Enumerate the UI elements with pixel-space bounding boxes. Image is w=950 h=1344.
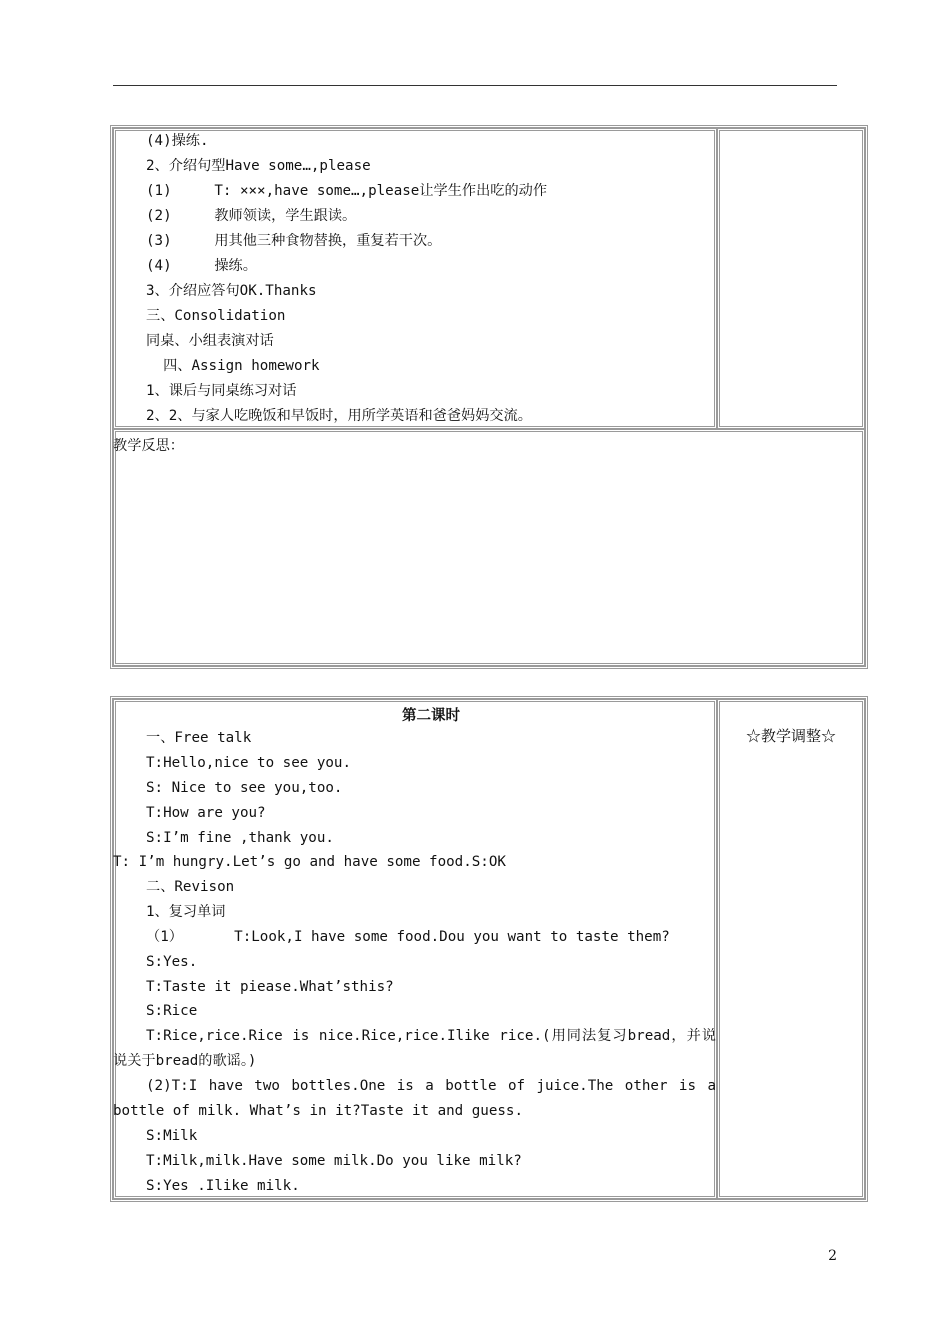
top-line: 四、Assign homework (146, 358, 320, 374)
second-content-cell (113, 699, 717, 1199)
top-line: 3、介绍应答句OK.Thanks (146, 283, 317, 299)
lesson-line: S:Yes .Ilike milk. (146, 1178, 300, 1194)
top-line: (4)操练. (146, 133, 209, 149)
lesson-line: S:I’m fine ,thank you. (146, 830, 334, 846)
lesson-line: bottle of milk. What’s in it?Taste it and guess. (113, 1103, 523, 1119)
top-line: 2、介绍句型Have some…,please (146, 158, 371, 174)
top-side-cell (717, 128, 865, 429)
top-line: 2、2、与家人吃晚饭和早饭时，用所学英语和爸爸妈妈交流。 (146, 408, 532, 424)
lesson-line: T:Hello,nice to see you. (146, 755, 351, 771)
top-line: (2) 教师领读，学生跟读。 (146, 208, 357, 224)
lesson-line: T: I’m hungry.Let’s go and have some food.S:OK (113, 854, 506, 870)
lesson-line: (2)T:I have two bottles.One is a bottle of juice.The other is a (146, 1078, 716, 1094)
lesson-line: S:Rice (146, 1003, 198, 1019)
second-side-cell (717, 699, 865, 1199)
lesson-line: S: Nice to see you,too. (146, 780, 343, 796)
header-rule (113, 85, 837, 86)
top-line: 三、Consolidation (146, 308, 286, 324)
lesson-line: T:Milk,milk.Have some milk.Do you like milk? (146, 1153, 522, 1169)
teaching-adjustment-label: ☆教学调整☆ (745, 727, 836, 745)
lesson-title: 第二课时 (402, 708, 460, 724)
lesson-line: 一、Free talk (146, 730, 252, 746)
page-number: 2 (828, 1248, 837, 1264)
lesson-line: 1、复习单词 (146, 904, 226, 920)
lesson-line: T:Taste it piease.What’sthis? (146, 979, 394, 995)
lesson-line: T:Rice,rice.Rice is nice.Rice,rice.Ilike rice.(用同法复习bread，并说 (146, 1028, 716, 1044)
lesson-line: S:Yes. (146, 954, 198, 970)
top-line: (3) 用其他三种食物替换，重复若干次。 (146, 233, 442, 249)
lesson-line: 二、Revison (146, 879, 235, 895)
top-line: 1、课后与同桌练习对话 (146, 383, 297, 399)
lesson-line: S:Milk (146, 1128, 198, 1144)
top-line: (4) 操练。 (146, 258, 257, 274)
reflection-label: 教学反思： (113, 438, 184, 454)
reflection-cell (113, 429, 865, 666)
lesson-line: 说关于bread的歌谣。) (113, 1053, 257, 1069)
lesson-line: T:How are you? (146, 805, 266, 821)
top-line: (1) T: ×××,have some…,please让学生作出吃的动作 (146, 183, 548, 199)
top-line: 同桌、小组表演对话 (146, 333, 274, 349)
lesson-line: （1） T:Look,I have some food.Dou you want to taste them? (146, 929, 670, 945)
